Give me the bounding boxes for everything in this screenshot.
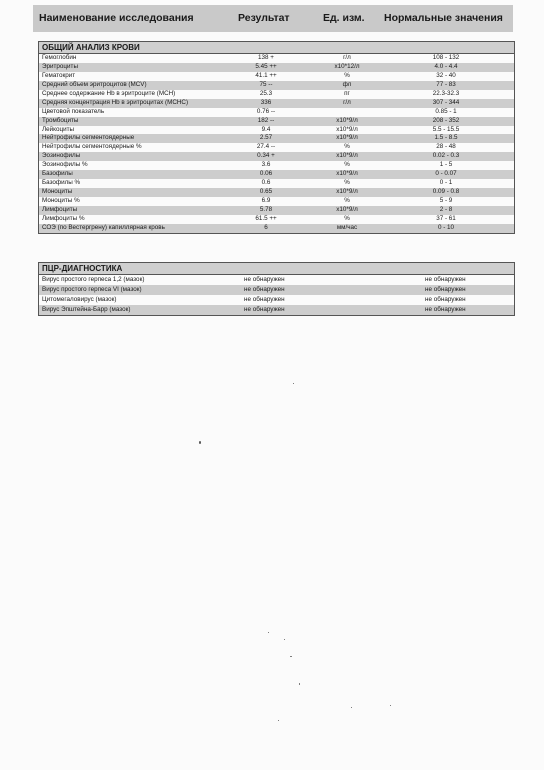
table-row: [39, 197, 514, 206]
test-result: 0.76 --: [256, 107, 276, 115]
test-name: Нейтрофилы сегментоядерные: [42, 134, 135, 142]
scan-speck: [293, 383, 294, 384]
scan-speck: [290, 656, 292, 657]
test-unit: фл: [342, 80, 352, 88]
test-result: не обнаружен: [244, 286, 285, 293]
table-row: [39, 224, 514, 233]
table-row: [39, 161, 514, 170]
test-norm: 22.3-32.3: [432, 89, 460, 97]
test-name: Гемоглобин: [42, 54, 77, 61]
test-unit: %: [344, 214, 350, 222]
test-result: 6: [264, 223, 268, 231]
test-result: 27.4 --: [256, 143, 276, 151]
test-name: Моноциты %: [42, 197, 80, 204]
test-name: Лимфоциты %: [42, 214, 85, 222]
test-name: Лимфоциты: [42, 205, 78, 213]
test-norm: 2 - 8: [439, 205, 453, 213]
header-result: Результат: [238, 12, 290, 24]
table-row: [39, 117, 514, 126]
table-row: [39, 63, 514, 72]
test-name: Эозинофилы: [42, 152, 81, 160]
table-header: [33, 5, 513, 32]
test-name: Нейтрофилы сегментоядерные %: [42, 143, 142, 151]
test-result: 6.9: [261, 197, 271, 204]
cbc-section: [38, 41, 515, 234]
test-name: Средний объем эритроцитов (MCV): [42, 80, 147, 88]
test-name: Вирус простого герпеса 1,2 (мазок): [42, 276, 145, 283]
test-result: 9.4: [261, 125, 271, 133]
cbc-rows: [39, 54, 514, 233]
test-norm: 108 - 132: [432, 54, 460, 61]
header-unit: Ед. изм.: [323, 12, 365, 24]
table-row: [39, 170, 514, 179]
header-name: Наименование исследования: [39, 12, 194, 24]
table-row: [39, 179, 514, 188]
test-name: Эозинофилы %: [42, 161, 88, 169]
test-result: не обнаружен: [244, 306, 285, 313]
test-unit: x10*9/л: [336, 134, 358, 142]
test-name: Средняя концентрация Hb в эритроцитах (MCHC): [42, 98, 189, 106]
test-result: 336: [260, 98, 272, 106]
test-name: Вирус Эпштейна-Барр (мазок): [42, 306, 131, 313]
test-norm: 0.02 - 0.3: [432, 152, 460, 160]
table-row: [39, 152, 514, 161]
table-row: [39, 54, 514, 63]
table-row: [39, 305, 514, 315]
test-result: 0.06: [259, 170, 273, 178]
test-norm: 77 - 83: [436, 80, 456, 88]
test-result: 25.3: [259, 89, 273, 97]
test-norm: 1.5 - 8.5: [434, 134, 458, 142]
test-norm: 0.85 - 1: [435, 107, 457, 115]
test-result: не обнаружен: [244, 276, 285, 283]
scan-speck: [199, 441, 201, 444]
test-unit: x10*12/л: [334, 62, 360, 70]
test-norm: 0 - 10: [437, 223, 455, 231]
scan-speck: [390, 705, 391, 706]
test-unit: %: [344, 143, 350, 151]
test-result: 0.34 +: [257, 152, 275, 160]
test-norm: 307 - 344: [432, 98, 460, 106]
table-row: [39, 206, 514, 215]
test-unit: %: [344, 71, 350, 79]
test-unit: пг: [344, 89, 350, 97]
scan-speck: [268, 632, 269, 633]
test-name: Среднее содержание Hb в эритроците (MCH): [42, 89, 176, 97]
test-unit: г/л: [343, 98, 351, 106]
test-unit: x10*9/л: [336, 170, 358, 178]
test-norm: не обнаружен: [425, 286, 466, 293]
test-norm: 5.5 - 15.5: [432, 125, 460, 133]
test-name: Базофилы: [42, 170, 73, 178]
test-norm: 0.09 - 0.8: [432, 188, 460, 196]
table-row: [39, 99, 514, 108]
test-norm: 28 - 48: [436, 143, 456, 151]
test-result: не обнаружен: [244, 296, 285, 303]
test-unit: г/л: [343, 54, 351, 61]
test-name: СОЭ (по Вестергрену) капиллярная кровь: [42, 223, 165, 231]
test-unit: x10*9/л: [336, 205, 358, 213]
test-unit: x10*9/л: [336, 188, 358, 196]
test-result: 0.6: [261, 179, 271, 187]
pcr-rows: [39, 275, 514, 315]
header-norm: Нормальные значения: [384, 12, 503, 24]
test-result: 2.57: [259, 134, 273, 142]
test-unit: %: [344, 161, 350, 169]
test-result: 41.1 ++: [255, 71, 277, 79]
test-name: Тромбоциты: [42, 116, 79, 124]
test-unit: %: [344, 197, 350, 204]
scan-speck: [299, 683, 300, 685]
table-row: [39, 188, 514, 197]
test-name: Эритроциты: [42, 62, 78, 70]
test-result: 61.5 ++: [255, 214, 277, 222]
test-result: 75 --: [259, 80, 273, 88]
test-unit: x10*9/л: [336, 152, 358, 160]
test-name: Лейкоциты: [42, 125, 75, 133]
test-result: 182 --: [257, 116, 275, 124]
test-norm: 208 - 352: [432, 116, 460, 124]
table-row: [39, 143, 514, 152]
test-norm: 0 - 0.07: [435, 170, 457, 178]
test-name: Вирус простого герпеса VI (мазок): [42, 286, 142, 293]
test-result: 5.78: [259, 205, 273, 213]
scan-speck: [278, 720, 279, 721]
test-result: 0.65: [259, 188, 273, 196]
test-name: Моноциты: [42, 188, 73, 196]
cbc-section-title: ОБЩИЙ АНАЛИЗ КРОВИ: [39, 42, 514, 54]
test-name: Базофилы %: [42, 179, 81, 187]
pcr-section-title: ПЦР-ДИАГНОСТИКА: [39, 263, 514, 275]
test-result: 3.6: [261, 161, 271, 169]
test-norm: 5 - 9: [439, 197, 453, 204]
test-norm: не обнаружен: [425, 306, 466, 313]
test-norm: 0 - 1: [439, 179, 453, 187]
scan-speck: [351, 707, 352, 708]
test-unit: мм/час: [336, 223, 358, 231]
table-row: [39, 72, 514, 81]
test-name: Гематокрит: [42, 71, 76, 79]
test-result: 138 +: [258, 54, 274, 61]
test-name: Цитомегаловирус (мазок): [42, 296, 117, 303]
scan-speck: [284, 639, 285, 640]
test-unit: %: [344, 179, 350, 187]
test-unit: x10*9/л: [336, 116, 358, 124]
table-row: [39, 90, 514, 99]
test-norm: не обнаружен: [425, 276, 466, 283]
table-row: [39, 295, 514, 305]
test-norm: 32 - 40: [436, 71, 456, 79]
test-norm: 1 - 5: [439, 161, 453, 169]
test-name: Цветовой показатель: [42, 107, 105, 115]
table-row: [39, 275, 514, 285]
test-norm: не обнаружен: [425, 296, 466, 303]
test-unit: x10*9/л: [336, 125, 358, 133]
table-row: [39, 81, 514, 90]
test-norm: 37 - 61: [436, 214, 456, 222]
pcr-section: [38, 262, 515, 316]
table-row: [39, 285, 514, 295]
table-row: [39, 215, 514, 224]
test-result: 5.45 ++: [255, 62, 277, 70]
test-norm: 4.0 - 4.4: [434, 62, 458, 70]
table-row: [39, 108, 514, 117]
